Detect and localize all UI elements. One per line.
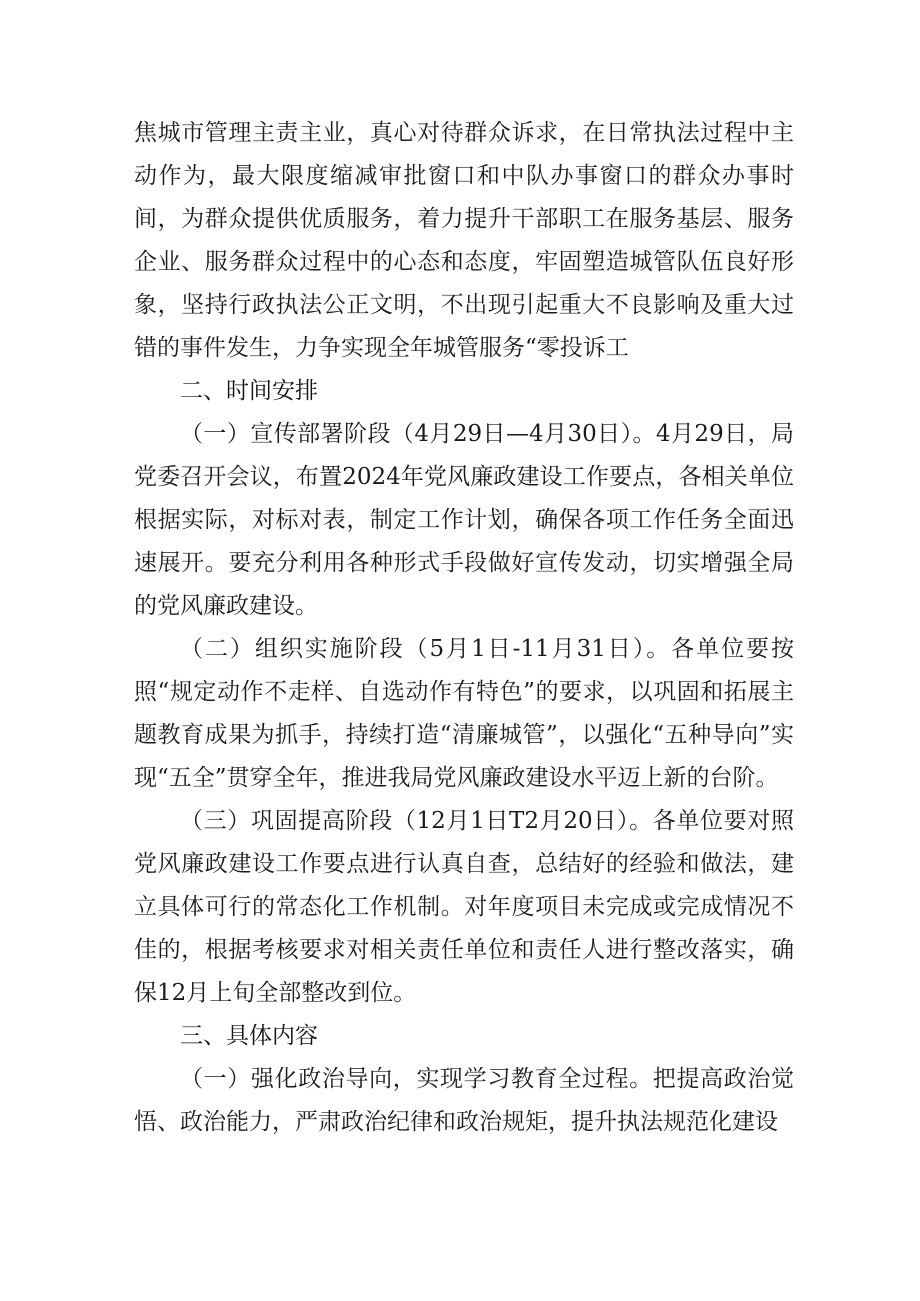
paragraph-stage-consolidation: （三）巩固提高阶段（12月1日T2月20日）。各单位要对照党风廉政建设工作要点进行认真自查，总结好的经验和做法，建立具体可行的常态化工作机制。对年度项目未完成或完成情况不佳的，根据考核要求对相关责任单位和责任人进行整改落实，确保12月上旬全部整改到位。	[134, 808, 794, 1006]
section-heading-time-arrangement: 二、时间安排	[180, 378, 318, 404]
document-body	[134, 112, 794, 1144]
paragraph-political-orientation: （一）强化政治导向，实现学习教育全过程。把提高政治觉悟、政治能力，严肃政治纪律和政治规矩，提升执法规范化建设	[134, 1066, 794, 1135]
paragraph-stage-implementation: （二）组织实施阶段（5月1日-11月31日）。各单位要按照“规定动作不走样、自选动作有特色”的要求，以巩固和拓展主题教育成果为抓手，持续打造“清廉城管”，以强化“五种导向”实现“五全”贯穿全年，推进我局党风廉政建设水平迈上新的台阶。	[134, 636, 794, 791]
section-heading-specific-content: 三、具体内容	[180, 1023, 318, 1049]
paragraph-intro-continuation: 焦城市管理主责主业，真心对待群众诉求，在日常执法过程中主动作为，最大限度缩减审批窗口和中队办事窗口的群众办事时间，为群众提供优质服务，着力提升干部职工在服务基层、服务企业、服务群众过程中的心态和态度，牢固塑造城管队伍良好形象，坚持行政执法公正文明，不出现引起重大不良影响及重大过错的事件发生，力争实现全年城管服务“零投诉工	[134, 120, 794, 361]
paragraph-stage-publicity: （一）宣传部署阶段（4月29日—4月30日）。4月29日，局党委召开会议，布置2024年党风廉政建设工作要点，各相关单位根据实际，对标对表，制定工作计划，确保各项工作任务全面迅速展开。要充分利用各种形式手段做好宣传发动，切实增强全局的党风廉政建设。	[134, 421, 794, 619]
